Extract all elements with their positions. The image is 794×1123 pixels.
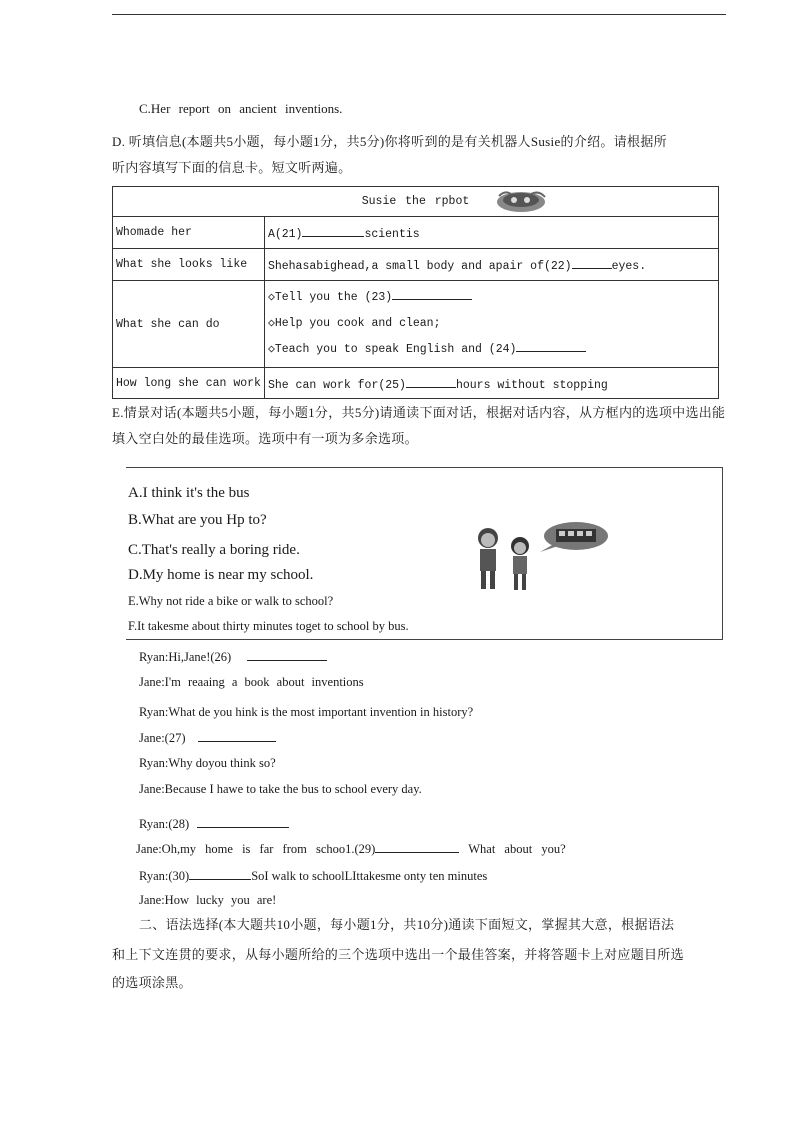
option-b: B.What are you Hp to? xyxy=(128,512,267,528)
label-who-made-her: Whomade her xyxy=(113,217,265,249)
option-a: A.I think it's the bus xyxy=(128,485,250,501)
label-looks-like: What she looks like xyxy=(113,249,265,281)
option-e: E.Why not ride a bike or walk to school? xyxy=(128,594,334,608)
blank-24[interactable] xyxy=(516,339,586,352)
header-rule xyxy=(112,14,726,15)
label-can-do: What she can do xyxy=(113,281,265,368)
dialogue-line-12: Jane:How lucky you are! xyxy=(139,893,277,907)
option-c: C.That's really a boring ride. xyxy=(128,542,300,558)
label-how-long: How long she can work xyxy=(113,368,265,399)
robot-icon xyxy=(495,188,547,214)
table-title: Susie the rpbot xyxy=(361,195,470,208)
blank-23[interactable] xyxy=(392,287,472,300)
section-d-instruction-1: D. 听填信息(本题共5小题，每小题1分，共5分)你将听到的是有关机器人Susie的介绍。请根据所 xyxy=(112,134,667,149)
dialogue-line-5: Ryan:Why doyou think so? xyxy=(139,756,276,770)
blank-21[interactable] xyxy=(302,224,364,237)
dialogue-line-30: Ryan:(30) SoI walk to schoolLIttakesme onty ten minutes xyxy=(139,869,488,883)
blank-29[interactable] xyxy=(375,840,459,853)
kids-talking-illustration xyxy=(468,516,618,596)
value-who-made-her: A(21) scientis xyxy=(264,217,718,249)
table-title-cell xyxy=(113,187,719,217)
option-d: D.My home is near my school. xyxy=(128,567,314,583)
value-looks-like: Shehasabighead,a small body and apair of(22) eyes. xyxy=(264,249,718,281)
section-c-option: C.Her report on ancient inventions. xyxy=(139,101,343,116)
dialogue-line-28: Ryan:(28) xyxy=(139,815,289,832)
blank-28[interactable] xyxy=(197,815,289,828)
blank-22[interactable] xyxy=(572,256,612,269)
options-box xyxy=(126,467,723,640)
section-e-instruction-1: E.情景对话(本题共5小题，每小题1分，共5分)请通读下面对话，根据对话内容，从方框内的选项中选出能 xyxy=(112,405,726,420)
value-how-long: She can work for(25) hours without stopping xyxy=(264,368,718,399)
section-d-instruction-2: 听内容填写下面的信息卡。短文听两遍。 xyxy=(112,160,352,175)
blank-27[interactable] xyxy=(198,729,276,742)
dialogue-line-29: Jane:Oh,my home is far from schoo1.(29) What about you? xyxy=(136,842,566,856)
grammar-instruction-3: 的选项涂黑。 xyxy=(112,975,192,990)
dialogue-line-27: Jane:(27) xyxy=(139,729,276,746)
dialogue-line-3: Ryan:What de you hink is the most important invention in history? xyxy=(139,705,474,719)
grammar-instruction-2: 和上下文连贯的要求，从每小题所给的三个选项中选出一个最佳答案，并将答题卡上对应题目所选 xyxy=(112,947,684,962)
info-card-table xyxy=(112,186,719,399)
blank-30[interactable] xyxy=(189,867,251,880)
dialogue-line-2: Jane:I'm reaaing a book about inventions xyxy=(139,675,364,689)
value-can-do: ◇Tell you the (23) ◇Help you cook and clean; ◇Teach you to speak English and (24) xyxy=(264,281,718,368)
blank-26[interactable] xyxy=(247,654,327,661)
dialogue-line-26: Ryan:Hi,Jane!(26) xyxy=(139,650,327,665)
blank-25[interactable] xyxy=(406,375,456,388)
dialogue-line-6: Jane:Because I hawe to take the bus to school every day. xyxy=(139,782,422,796)
option-f: F.It takesme about thirty minutes toget to school by bus. xyxy=(128,619,409,633)
section-e-instruction-2: 填入空白处的最佳选项。选项中有一项为多余选项。 xyxy=(112,431,418,446)
grammar-instruction-1: 二、语法选择(本大题共10小题，每小题1分，共10分)通读下面短文，掌握其大意，根据语法 xyxy=(139,917,675,932)
